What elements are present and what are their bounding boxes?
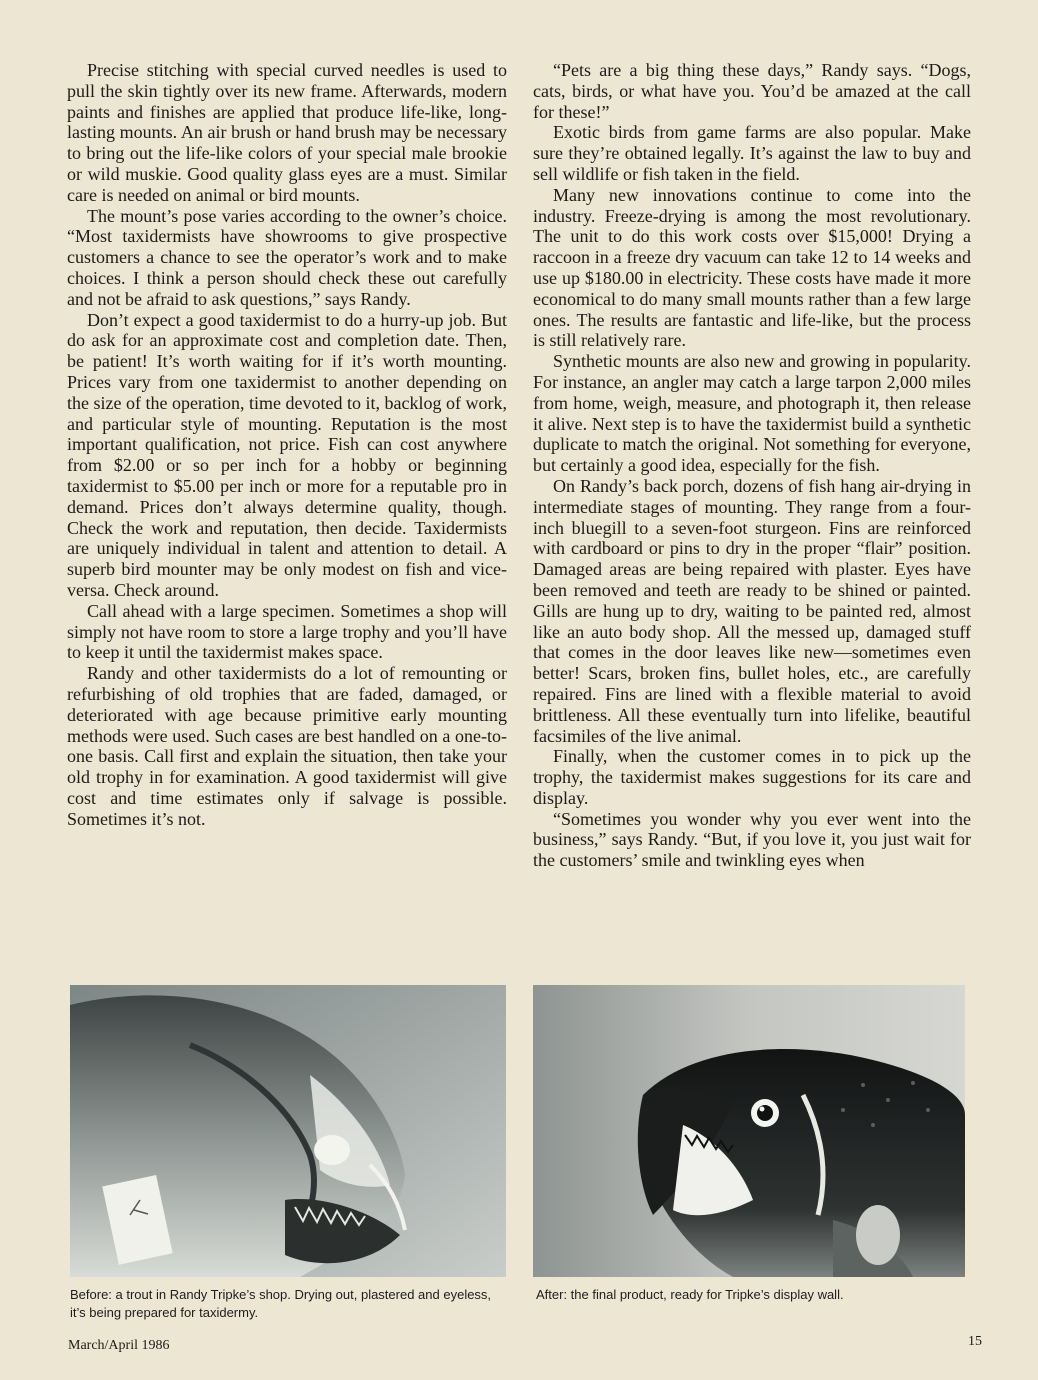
before-trout-photo (70, 985, 506, 1277)
paragraph: Randy and other taxidermists do a lot of remounting or refurbishing of old trophies that are faded, damaged, or deteriorated with age because primitive early mounting methods were used. Such cases are best handled on a one-to-one basis. Call first and explain the situation, then take your old trophy in for examination. A good taxidermist will give cost and time estimates only if salvage is possible. Sometimes it’s not. (67, 663, 507, 829)
article-left-column (67, 60, 507, 829)
paragraph: The mount’s pose varies according to the owner’s choice. “Most taxidermists have showrooms to give prospective customers a chance to see the operator’s work and to make choices. I think a person should check these out carefully and not be afraid to ask questions,” says Randy. (67, 205, 507, 309)
article-right-column (533, 60, 971, 871)
paragraph: Exotic birds from game farms are also popular. Make sure they’re obtained legally. It’s against the law to buy and sell wildlife or fish taken in the field. (533, 122, 971, 184)
paragraph: Precise stitching with special curved needles is used to pull the skin tightly over its new frame. Afterwards, modern paints and finishes are applied that produce life-like, long-lasting mounts. An air brush or hand brush may be necessary to bring out the life-like colors of your special male brookie or wild muskie. Good quality glass eyes are a must. Similar care is needed on animal or bird mounts. (67, 60, 507, 205)
paragraph: Don’t expect a good taxidermist to do a hurry-up job. But do ask for an approximate cost and completion date. Then, be patient! It’s worth waiting for if it’s worth mounting. Prices vary from one taxidermist to another depending on the size of the operation, time devoted to it, backlog of work, and particular style of mounting. Reputation is the most important qualification, not price. Fish can cost anywhere from $2.00 or so per inch for a hobby or beginning taxidermist to $5.00 per inch or more for a reputable pro in demand. Prices don’t always determine quality, though. Check the work and reputation, then decide. Taxidermists are uniquely individual in talent and attention to detail. A superb bird mounter may be only modest on fish and vice-versa. Check around. (67, 309, 507, 600)
after-trout-photo (533, 985, 965, 1277)
issue-date: March/April 1986 (68, 1338, 170, 1353)
paragraph: Call ahead with a large specimen. Sometimes a shop will simply not have room to store a large trophy and you’ll have to keep it until the taxidermist makes space. (67, 600, 507, 663)
paragraph: On Randy’s back porch, dozens of fish hang air-drying in intermediate stages of mounting. They range from a four-inch bluegill to a seven-foot sturgeon. Fins are reinforced with cardboard or pins to dry in the proper “flair” position. Damaged areas are being repaired with plaster. Eyes have been removed and teeth are ready to be shined or painted. Gills are hung up to dry, waiting to be painted red, almost like an auto body shop. All the messed up, damaged stuff that comes in the door leaves like new—sometimes even better! Scars, broken fins, bullet holes, etc., are carefully repaired. Fins are lined with a flexible material to avoid brittleness. All these eventually turn into lifelike, beautiful facsimiles of the live animal. (533, 475, 971, 746)
after-photo-caption: After: the final product, ready for Tripke’s display wall. (536, 1287, 844, 1302)
paragraph: “Pets are a big thing these days,” Randy says. “Dogs, cats, birds, or what have you. You’d be amazed at the call for these!” (533, 60, 971, 122)
paragraph: Synthetic mounts are also new and growing in popularity. For instance, an angler may catch a large tarpon 2,000 miles from home, weigh, measure, and photograph it, then release it alive. Next step is to have the taxidermist build a synthetic duplicate to match the original. Not something for everyone, but certainly a good idea, especially for the fish. (533, 351, 971, 476)
before-photo-caption: Before: a trout in Randy Tripke’s shop. Drying out, plastered and eyeless, it’s being prepared for taxidermy. (70, 1287, 492, 1320)
paragraph: “Sometimes you wonder why you ever went into the business,” says Randy. “But, if you love it, you just wait for the customers’ smile and twinkling eyes when (533, 808, 971, 871)
page-number: 15 (968, 1334, 982, 1349)
paragraph: Finally, when the customer comes in to pick up the trophy, the taxidermist makes suggestions for its care and display. (533, 746, 971, 808)
paragraph: Many new innovations continue to come into the industry. Freeze-drying is among the most revolutionary. The unit to do this work costs over $15,000! Drying a raccoon in a freeze dry vacuum can take 12 to 14 weeks and use up $180.00 in electricity. These costs have made it more economical to do many small mounts rather than a few large ones. The results are fantastic and life-like, but the process is still relatively rare. (533, 184, 971, 351)
